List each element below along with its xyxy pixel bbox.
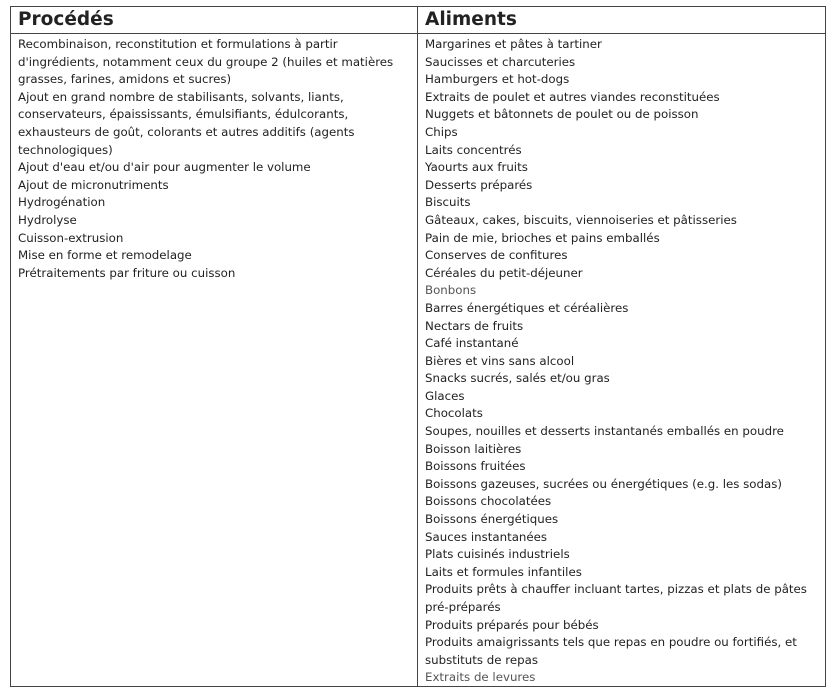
procede-line: technologiques) — [18, 142, 113, 157]
aliment-line: Produits amaigrissants tels que repas en poudre ou fortifiés, et — [425, 635, 797, 650]
aliment-line: Barres énergétiques et céréalières — [425, 300, 629, 315]
aliment-line: Café instantané — [425, 336, 519, 351]
aliment-line: Boissons gazeuses, sucrées ou énergétiques (e.g. les sodas) — [425, 476, 782, 491]
aliment-line: Nuggets et bâtonnets de poulet ou de poisson — [425, 107, 699, 122]
aliment-line: Glaces — [425, 388, 465, 403]
procede-line: d'ingrédients, notamment ceux du groupe 2 (huiles et matières — [18, 54, 394, 69]
aliment-line: Yaourts aux fruits — [425, 160, 528, 175]
procede-line: Mise en forme et remodelage — [18, 248, 192, 263]
aliment-line: Nectars de fruits — [425, 318, 524, 333]
aliment-line: Soupes, nouilles et desserts instantanés emballés en poudre — [425, 424, 784, 439]
aliment-line: Gâteaux, cakes, biscuits, viennoiseries et pâtisseries — [425, 212, 737, 227]
aliment-line: Laits concentrés — [425, 142, 522, 157]
procede-line: Prétraitements par friture ou cuisson — [18, 265, 236, 280]
procede-line: Hydrolyse — [18, 212, 77, 227]
procede-line: conservateurs, épaississants, émulsifiants, édulcorants, — [18, 107, 349, 122]
header-procedes: Procédés — [11, 7, 418, 33]
aliment-line: Biscuits — [425, 195, 471, 210]
table-header-row — [11, 7, 825, 34]
aliment-line: pré-préparés — [425, 600, 501, 614]
aliment-line: Desserts préparés — [425, 177, 533, 192]
aliment-line: Saucisses et charcuteries — [425, 54, 576, 69]
aliment-line: Produits prêts à chauffer incluant tartes, pizzas et plats de pâtes — [425, 582, 807, 597]
procede-line: Cuisson-extrusion — [18, 230, 124, 245]
procedes-aliments-table — [10, 6, 826, 687]
procede-line: Hydrogénation — [18, 195, 106, 210]
aliment-line: Boissons fruitées — [425, 459, 526, 474]
aliment-line: Pain de mie, brioches et pains emballés — [425, 230, 660, 245]
aliment-line: Produits préparés pour bébés — [425, 617, 599, 632]
procede-line: exhausteurs de goût, colorants et autres additifs (agents — [18, 124, 355, 139]
aliment-line: Boissons énergétiques — [425, 512, 559, 527]
aliment-line: Céréales du petit-déjeuner — [425, 265, 583, 280]
procede-line: Ajout en grand nombre de stabilisants, solvants, liants, — [18, 89, 344, 104]
aliment-line: Laits et formules infantiles — [425, 564, 582, 579]
procede-line: Ajout de micronutriments — [18, 177, 169, 192]
procede-line: grasses, farines, amidons et sucres) — [18, 72, 232, 87]
aliment-line: Margarines et pâtes à tartiner — [425, 37, 602, 51]
aliments-cell — [418, 34, 825, 686]
table-body-row — [11, 34, 825, 686]
header-aliments: Aliments — [425, 9, 517, 30]
procedes-cell — [11, 34, 418, 686]
aliment-line: Chips — [425, 124, 458, 139]
aliment-line: Bonbons — [425, 283, 477, 298]
aliment-line: Bières et vins sans alcool — [425, 353, 575, 368]
procede-line: Ajout d'eau et/ou d'air pour augmenter le volume — [18, 160, 311, 175]
aliment-line: Boisson laitières — [425, 441, 522, 456]
aliment-line: Extraits de levures — [425, 670, 536, 685]
aliment-line: Hamburgers et hot-dogs — [425, 72, 570, 87]
procede-line: Recombinaison, reconstitution et formulations à partir — [18, 37, 338, 51]
aliment-line: Chocolats — [425, 406, 483, 421]
aliment-line: Extraits de poulet et autres viandes reconstituées — [425, 89, 720, 104]
aliment-line: Conserves de confitures — [425, 248, 568, 263]
aliment-line: substituts de repas — [425, 652, 538, 667]
aliment-line: Boissons chocolatées — [425, 494, 552, 509]
aliment-line: Plats cuisinés industriels — [425, 547, 570, 562]
aliment-line: Sauces instantanées — [425, 529, 548, 544]
aliment-line: Snacks sucrés, salés et/ou gras — [425, 371, 610, 386]
